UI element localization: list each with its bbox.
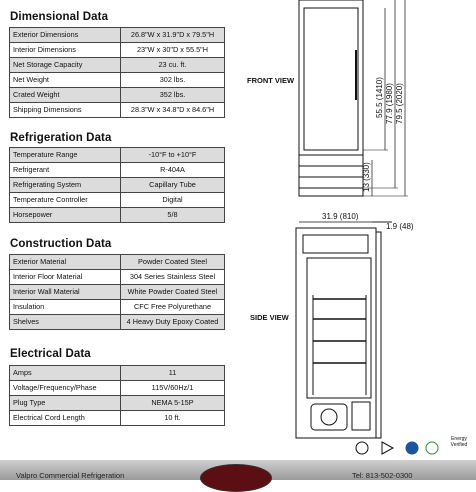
electrical-title: Electrical Data [10, 348, 91, 360]
dim-depth: 31.9 (810) [322, 212, 359, 221]
energy-mark-icon [382, 442, 393, 454]
spec-value: 23 cu. ft. [121, 58, 225, 73]
spec-label: Voltage/Frequency/Phase [10, 381, 121, 396]
spec-label: Amps [10, 366, 121, 381]
spec-value: 302 lbs. [121, 73, 225, 88]
spec-value: 26.8"W x 31.9"D x 79.5"H [121, 28, 225, 43]
ul-mark-icon [356, 442, 368, 454]
construction-title: Construction Data [10, 238, 112, 250]
spec-value: 4 Heavy Duty Epoxy Coated [121, 315, 225, 330]
side-view-label: SIDE VIEW [250, 313, 289, 322]
spec-value: 10 ft. [121, 411, 225, 426]
dim-interior-height: 55.5 (1410) [375, 77, 384, 118]
footer-phone: Tel: 813-502-0300 [352, 471, 413, 480]
spec-label: Refrigerant [10, 163, 121, 178]
spec-value: CFC Free Polyurethane [121, 300, 225, 315]
energy-verified-text: Energy Verified [450, 436, 468, 448]
refrigeration-title: Refrigeration Data [10, 132, 112, 144]
dim-base-height: 13 (330) [362, 162, 371, 192]
spec-label: Net Weight [10, 73, 121, 88]
spec-value: Powder Coated Steel [121, 255, 225, 270]
spec-value: 352 lbs. [121, 88, 225, 103]
spec-value: Digital [121, 193, 225, 208]
footer-company: Valpro Commercial Refrigeration [16, 471, 125, 480]
spec-value: 5/8 [121, 208, 225, 223]
spec-label: Temperature Range [10, 148, 121, 163]
spec-label: Crated Weight [10, 88, 121, 103]
footer-bar [0, 460, 476, 480]
spec-label: Interior Dimensions [10, 43, 121, 58]
spec-label: Net Storage Capacity [10, 58, 121, 73]
spec-label: Insulation [10, 300, 121, 315]
dim-total-height: 79.5 (2020) [395, 83, 404, 124]
spec-label: Temperature Controller [10, 193, 121, 208]
dim-door-thickness: 1.9 (48) [386, 222, 414, 231]
spec-value: 23"W x 30"D x 55.5"H [121, 43, 225, 58]
brand-logo-icon [200, 464, 272, 492]
spec-label: Shelves [10, 315, 121, 330]
dim-height-without-top: 77.9 (1980) [385, 83, 394, 124]
spec-value: 304 Series Stainless Steel [121, 270, 225, 285]
spec-label: Plug Type [10, 396, 121, 411]
spec-value: R-404A [121, 163, 225, 178]
spec-value: 11 [121, 366, 225, 381]
front-view-label: FRONT VIEW [247, 76, 295, 85]
spec-label: Exterior Material [10, 255, 121, 270]
spec-label: Interior Wall Material [10, 285, 121, 300]
spec-value: Capillary Tube [121, 178, 225, 193]
spec-label: Refrigerating System [10, 178, 121, 193]
spec-value: White Powder Coated Steel [121, 285, 225, 300]
ul-energy-mark-icon [426, 442, 438, 454]
spec-label: Interior Floor Material [10, 270, 121, 285]
dimensional-title: Dimensional Data [10, 11, 109, 23]
nsf-mark-icon [406, 442, 418, 454]
spec-value: 28.3"W x 34.8"D x 84.6"H [121, 103, 225, 118]
spec-label: Shipping Dimensions [10, 103, 121, 118]
spec-label: Exterior Dimensions [10, 28, 121, 43]
spec-value: 115V/60Hz/1 [121, 381, 225, 396]
spec-label: Electrical Cord Length [10, 411, 121, 426]
spec-value: -10°F to +10°F [121, 148, 225, 163]
spec-label: Horsepower [10, 208, 121, 223]
spec-value: NEMA 5-15P [121, 396, 225, 411]
